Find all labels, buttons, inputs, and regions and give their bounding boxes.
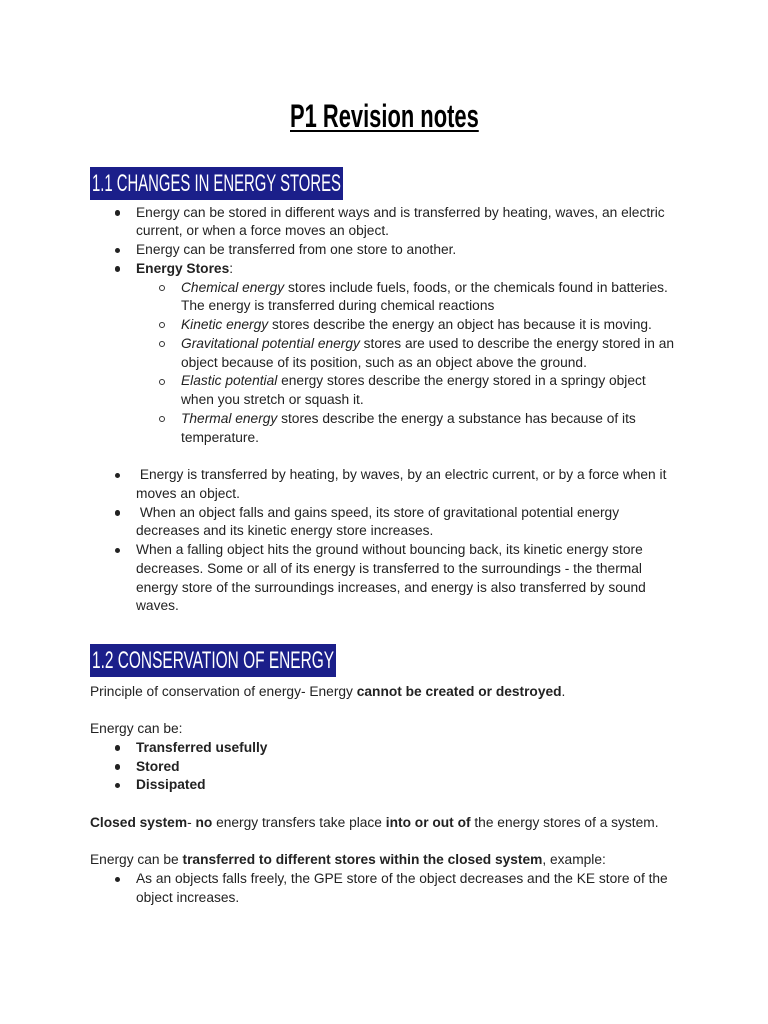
italic-text: Chemical energy [181, 279, 285, 295]
text-run: Principle of conservation of energy- Energy [90, 683, 357, 699]
sub-bullet-item [136, 279, 678, 317]
text-run: When a falling object hits the ground without bouncing back, its kinetic energy store decreases. Some or all of its energy is transferred to the surroundings - the thermal energy store of the surroundings increases, and energy is also transferred by sound waves. [136, 542, 650, 614]
bullet-text [136, 758, 678, 777]
bullet-text [136, 739, 678, 758]
bullet-text [136, 241, 678, 260]
text-run: As an objects falls freely, the GPE store of the object decreases and the KE store of the object increases. [136, 871, 672, 905]
text-run: energy stores describe the energy stored in a springy object when you stretch or squash it. [181, 373, 650, 408]
bullet-item [90, 466, 678, 504]
bullet-item [90, 504, 678, 542]
bullet-dot-icon [115, 877, 121, 883]
text-run: Energy can be stored in different ways and is transferred by heating, waves, an electric current, or when a force moves an object. [136, 204, 669, 239]
bold-text: Energy Stores [136, 260, 230, 276]
conservation-principle [90, 683, 678, 702]
bold-text: no [195, 814, 213, 830]
bullet-text [136, 466, 678, 504]
bullet-circle-icon [159, 416, 165, 422]
bullet-circle-icon [159, 285, 165, 291]
text-run: - [187, 814, 196, 830]
bullet-circle-icon [159, 379, 165, 385]
bullet-circle-icon [159, 322, 165, 328]
sub-bullet-item [136, 335, 678, 373]
bullet-item [90, 776, 678, 795]
bold-text: Closed system [90, 814, 188, 830]
bullet-text [136, 870, 678, 908]
bold-text: cannot be created or destroyed [356, 683, 562, 699]
section-heading-text: 1.2 CONSERVATION OF ENERGY [92, 647, 335, 674]
sub-bullet-item [136, 372, 678, 410]
sub-bullet-text [181, 335, 678, 373]
section-heading-energy-stores [90, 167, 343, 200]
text-run: Energy can be transferred from one store to another. [136, 242, 457, 258]
bullet-circle-icon [159, 341, 165, 347]
conservation-section-body [90, 683, 678, 908]
section-heading-text: 1.1 CHANGES IN ENERGY STORES [92, 170, 341, 197]
bullet-item [90, 241, 678, 260]
bold-text: Transferred usefully [136, 739, 268, 755]
bullet-item [90, 870, 678, 908]
text-run: Energy is transferred by heating, by waves, by an electric current, or by a force when it moves an object. [136, 467, 671, 501]
bullet-text [136, 260, 678, 279]
text-run: stores describe the energy an object has because it is moving. [268, 317, 652, 333]
text-run: stores are used to describe the energy stored in an object because of its position, such as an object above the ground. [181, 335, 678, 370]
bullet-dot-icon [115, 210, 121, 216]
transfer-example-intro [90, 851, 678, 870]
bullet-item [90, 260, 678, 448]
section-heading-conservation [90, 644, 336, 677]
italic-text: Elastic potential [181, 373, 278, 389]
bullet-item [90, 758, 678, 777]
italic-text: Thermal energy [181, 410, 278, 426]
text-run: energy transfers take place [212, 814, 386, 830]
text-run: , example: [542, 852, 606, 868]
bullet-text [136, 776, 678, 795]
bullet-dot-icon [115, 745, 121, 751]
italic-text: Kinetic energy [181, 317, 269, 333]
text-run: : [229, 260, 234, 276]
document-title-box [290, 96, 479, 136]
bullet-dot-icon [115, 266, 121, 272]
sub-bullet-item [136, 316, 678, 335]
bullet-text [136, 204, 678, 242]
text-run: Energy can be: [90, 721, 183, 737]
bold-text: Dissipated [136, 777, 206, 793]
document-title: P1 Revision notes [290, 98, 479, 134]
sub-bullet-text [181, 279, 678, 317]
energy-stores-bullet-list [90, 204, 678, 448]
sub-bullet-list [136, 279, 678, 448]
energy-can-be-label [90, 720, 678, 739]
bullet-item [90, 541, 678, 616]
bullet-dot-icon [115, 510, 121, 516]
closed-system-definition [90, 814, 678, 833]
text-run: the energy stores of a system. [470, 814, 659, 830]
bullet-text [136, 504, 678, 542]
bullet-text [136, 541, 678, 616]
bullet-dot-icon [115, 783, 121, 789]
sub-bullet-text [181, 372, 678, 410]
text-run: stores include fuels, foods, or the chemicals found in batteries. The energy is transferred during chemical reactions [181, 279, 672, 314]
bullet-dot-icon [115, 473, 121, 479]
text-run: When an object falls and gains speed, its store of gravitational potential energy decreases and its kinetic energy store increases. [136, 504, 623, 539]
bullet-dot-icon [115, 248, 121, 254]
bullet-dot-icon [115, 548, 121, 554]
text-run: . [561, 683, 566, 699]
sub-bullet-item [136, 410, 678, 448]
bullet-item [90, 739, 678, 758]
energy-ways-list [90, 739, 678, 795]
sub-bullet-text [181, 410, 678, 448]
italic-text: Gravitational potential energy [181, 335, 360, 351]
bullet-dot-icon [115, 764, 121, 770]
bullet-item [90, 204, 678, 242]
bold-text: transferred to different stores within the closed system [182, 852, 543, 868]
text-run: stores describe the energy a substance has because of its temperature. [181, 410, 640, 445]
example-bullet-list [90, 870, 678, 908]
bold-text: into or out of [385, 814, 471, 830]
bold-text: Stored [136, 758, 180, 774]
sub-bullet-text [181, 316, 678, 335]
energy-transfer-bullet-list [90, 466, 678, 616]
text-run: Energy can be [90, 852, 183, 868]
